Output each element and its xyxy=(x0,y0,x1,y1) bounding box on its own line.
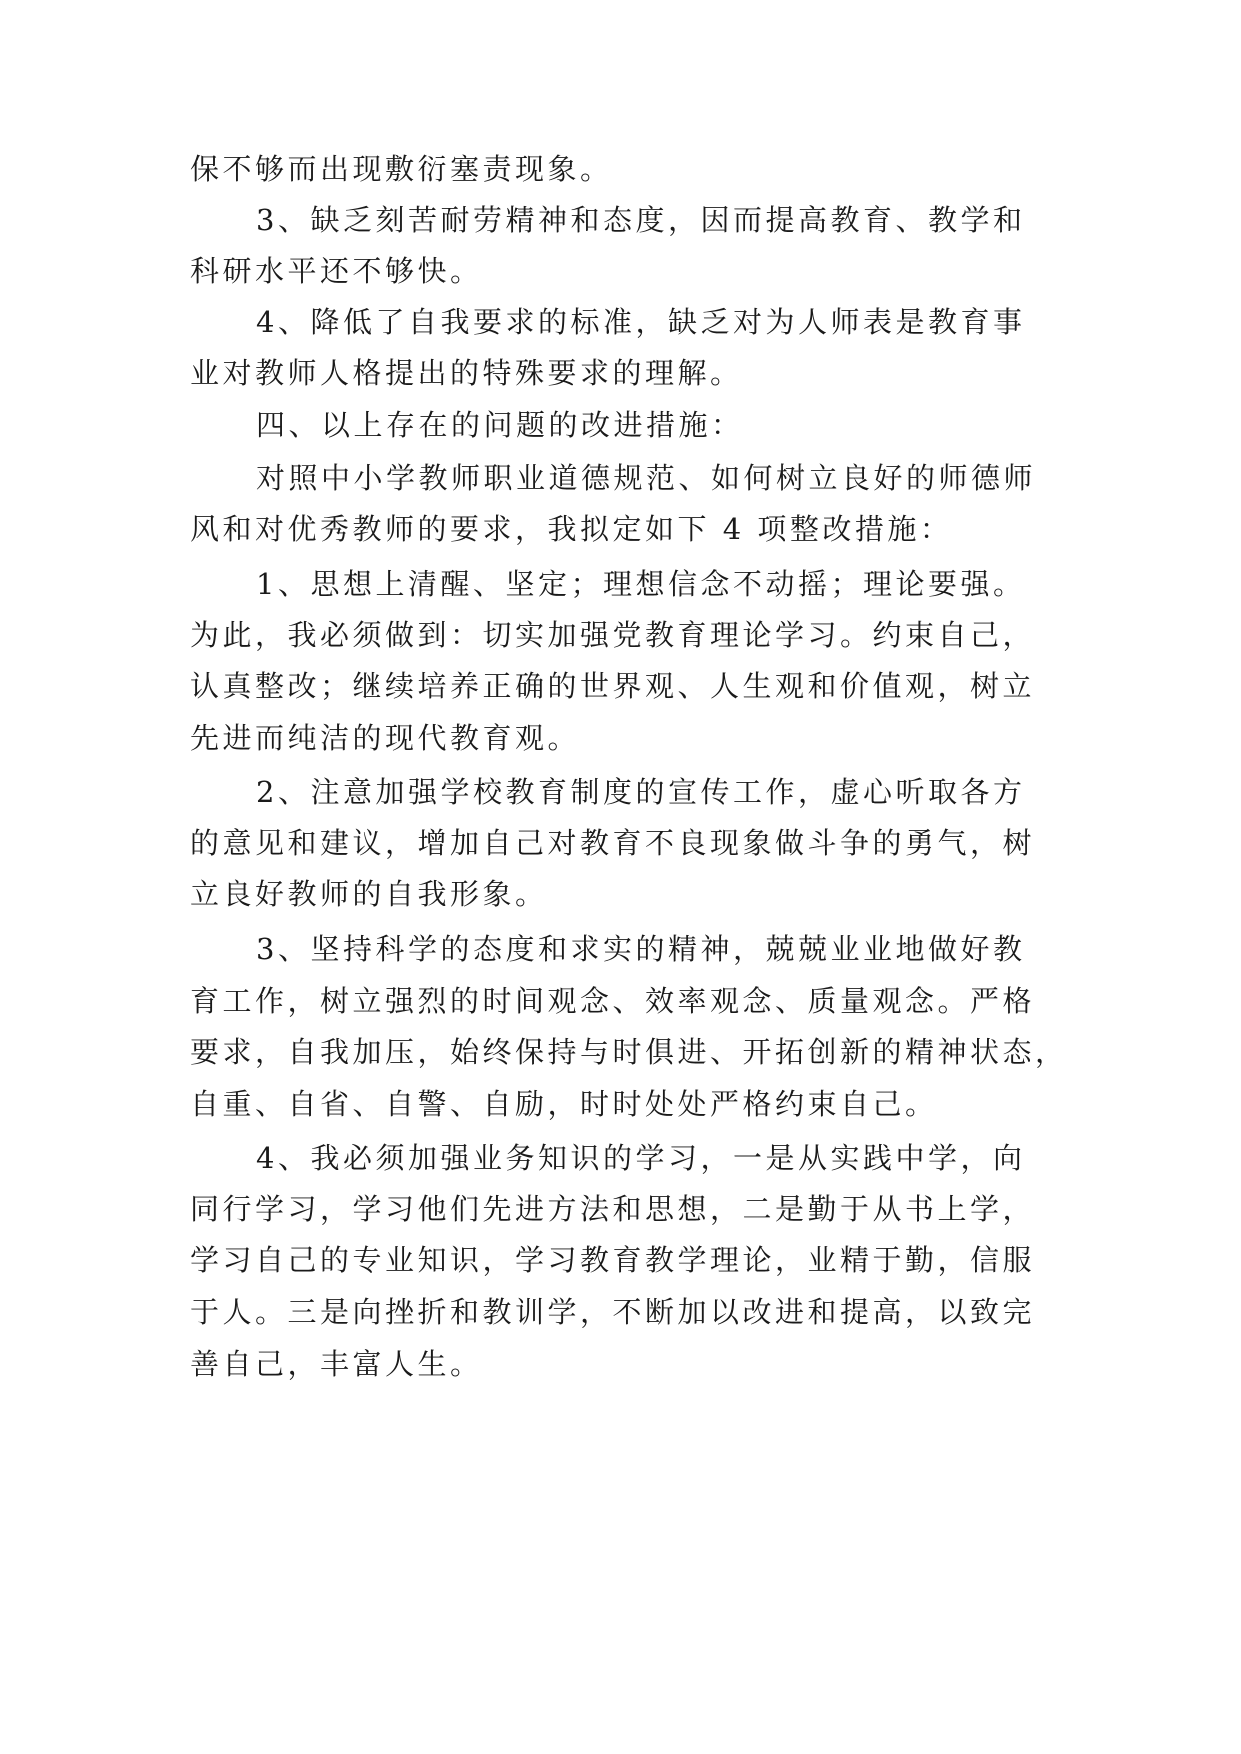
text-line: 的意见和建议，增加自己对教育不良现象做斗争的勇气，树 xyxy=(190,826,1036,860)
text-line: 保不够而出现敷衍塞责现象。 xyxy=(190,152,613,186)
text-line: 善自己，丰富人生。 xyxy=(190,1347,483,1381)
text-line: 对照中小学教师职业道德规范、如何树立良好的师德师 xyxy=(256,461,1037,495)
text-line: 科研水平还不够快。 xyxy=(190,254,483,288)
text-line: 1、思想上清醒、坚定；理想信念不动摇；理论要强。 xyxy=(256,567,1026,601)
text-line: 育工作，树立强烈的时间观念、效率观念、质量观念。严格 xyxy=(190,984,1036,1018)
text-line: 要求，自我加压，始终保持与时俱进、开拓创新的精神状态， xyxy=(190,1035,1068,1069)
text-line: 3、坚持科学的态度和求实的精神，兢兢业业地做好教 xyxy=(256,932,1026,966)
text-line: 4、降低了自我要求的标准，缺乏对为人师表是教育事 xyxy=(256,305,1026,339)
text-line: 同行学习，学习他们先进方法和思想，二是勤于从书上学， xyxy=(190,1192,1036,1226)
text-line: 于人。三是向挫折和教训学，不断加以改进和提高，以致完 xyxy=(190,1295,1036,1329)
text-line: 业对教师人格提出的特殊要求的理解。 xyxy=(190,356,743,390)
text-line: 3、缺乏刻苦耐劳精神和态度，因而提高教育、教学和 xyxy=(256,203,1026,237)
text-line: 认真整改；继续培养正确的世界观、人生观和价值观，树立 xyxy=(190,669,1036,703)
text-line: 立良好教师的自我形象。 xyxy=(190,877,548,911)
text-line: 学习自己的专业知识，学习教育教学理论，业精于勤，信服 xyxy=(190,1243,1036,1277)
text-line: 风和对优秀教师的要求，我拟定如下 4 项整改措施： xyxy=(190,512,953,546)
section-heading: 四、以上存在的问题的改进措施： xyxy=(256,408,744,442)
text-line: 4、我必须加强业务知识的学习，一是从实践中学，向 xyxy=(256,1141,1026,1175)
text-line: 2、注意加强学校教育制度的宣传工作，虚心听取各方 xyxy=(256,775,1026,809)
text-line: 先进而纯洁的现代教育观。 xyxy=(190,721,581,755)
text-line: 为此，我必须做到：切实加强党教育理论学习。约束自己， xyxy=(190,618,1036,652)
text-line: 自重、自省、自警、自励，时时处处严格约束自己。 xyxy=(190,1087,938,1121)
